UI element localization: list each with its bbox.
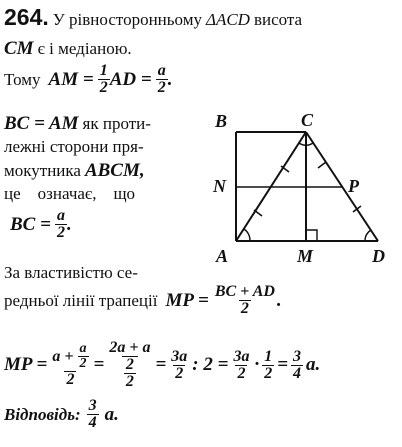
- label-b: B: [215, 111, 228, 131]
- calc-fraction-4: [231, 349, 251, 382]
- calc-fraction-3: [169, 349, 189, 382]
- calc-fraction-1: [50, 342, 90, 388]
- frac-den: 2: [125, 373, 134, 390]
- angle-arc-d: [365, 230, 371, 241]
- frac-den: 2: [175, 364, 184, 382]
- bc-text-4: це означає, що: [4, 184, 136, 203]
- frac-num: 3: [88, 397, 97, 414]
- step-am-end: .: [167, 68, 173, 90]
- label-a: A: [216, 246, 229, 266]
- calc-f2-num-bot: 2: [122, 356, 138, 373]
- label-d: D: [372, 246, 385, 266]
- frac-den: 2: [237, 364, 246, 382]
- calc-dot: ·: [254, 354, 260, 375]
- bc-eq-am: BC = AM: [4, 113, 79, 134]
- frac-num: a: [79, 341, 87, 356]
- frac-num: a: [157, 62, 166, 79]
- calc-f2-num: [107, 340, 152, 373]
- label-p: P: [348, 176, 359, 196]
- frac-num: 3a: [171, 347, 188, 365]
- frac-den: 4: [293, 364, 302, 382]
- bc-text-2: лежні сторони пря-: [4, 137, 144, 156]
- calc-div: : 2 =: [192, 354, 229, 375]
- calc-eq-2: =: [155, 354, 167, 375]
- bc-end: .: [66, 213, 72, 235]
- rectangle-abcm: ABCM,: [84, 160, 145, 181]
- frac-num: 1: [99, 62, 108, 79]
- answer-tail: a.: [104, 403, 119, 425]
- frac-den: 2: [56, 224, 65, 241]
- calc-f1-a: a +: [52, 347, 74, 365]
- mp-formula-line: [4, 284, 282, 317]
- mp-lhs: MP =: [165, 289, 209, 311]
- mp-text-1: За властивістю се-: [4, 263, 138, 282]
- triangle-label: ΔACD: [205, 10, 250, 29]
- frac-den: 4: [88, 414, 97, 431]
- frac-den: 2: [264, 364, 273, 382]
- calc-eq-1: =: [93, 354, 105, 375]
- frac-num: 1: [264, 347, 273, 365]
- calc-fraction-6: [291, 349, 303, 382]
- calc-f1-num: [50, 342, 90, 371]
- problem-text-1-end: висота: [253, 10, 303, 29]
- tick-cd-1: [318, 162, 326, 168]
- mp-end: .: [276, 289, 282, 311]
- angle-arc-a: [244, 229, 250, 241]
- answer-line: [4, 398, 119, 431]
- calc-fraction-2: [107, 340, 152, 390]
- label-c: C: [301, 110, 314, 130]
- label-n: N: [213, 176, 226, 196]
- problem-text-1: У рівносторонньому: [52, 10, 202, 29]
- bc-text-1: як проти-: [82, 114, 151, 133]
- step-am-lhs: AM =: [48, 68, 94, 90]
- frac-den: 2: [240, 300, 249, 317]
- step-am-mid: AD =: [109, 68, 152, 90]
- answer-fraction: [87, 398, 99, 431]
- problem-number: 264.: [4, 4, 49, 30]
- fraction-midline: [213, 284, 277, 317]
- segment-cm: CM: [4, 38, 34, 59]
- calc-f2-num-top: 2a + a: [109, 339, 151, 356]
- tick-cd-2: [353, 206, 361, 212]
- step-am-prefix: Тому: [4, 69, 41, 89]
- tick-ac-1: [254, 210, 262, 216]
- calc-tail: a.: [306, 354, 321, 375]
- bc-lhs: BC =: [10, 213, 51, 235]
- frac-den: 2: [66, 371, 75, 388]
- frac-den: 2: [79, 356, 87, 371]
- calc-f1-inner-frac: [78, 342, 89, 371]
- frac-num: a: [56, 207, 65, 224]
- frac-den: 2: [157, 79, 166, 96]
- mp-text-2: редньої лінії трапеції: [4, 290, 158, 310]
- right-angle-mark: [306, 230, 317, 241]
- frac-num: 3a: [233, 347, 250, 365]
- answer-label: Відповідь:: [4, 404, 81, 424]
- bc-text-3a: мокутника: [4, 161, 81, 180]
- calc-lhs: MP =: [4, 354, 48, 375]
- calc-line: [4, 340, 320, 390]
- frac-num: BC + AD: [214, 283, 275, 300]
- label-m: M: [297, 246, 314, 266]
- calc-fraction-5: [262, 349, 274, 382]
- frac-den: 2: [99, 79, 108, 96]
- calc-eq-3: =: [277, 354, 289, 375]
- frac-num: 3: [293, 347, 302, 365]
- problem-text-2: є і медіаною.: [37, 39, 132, 58]
